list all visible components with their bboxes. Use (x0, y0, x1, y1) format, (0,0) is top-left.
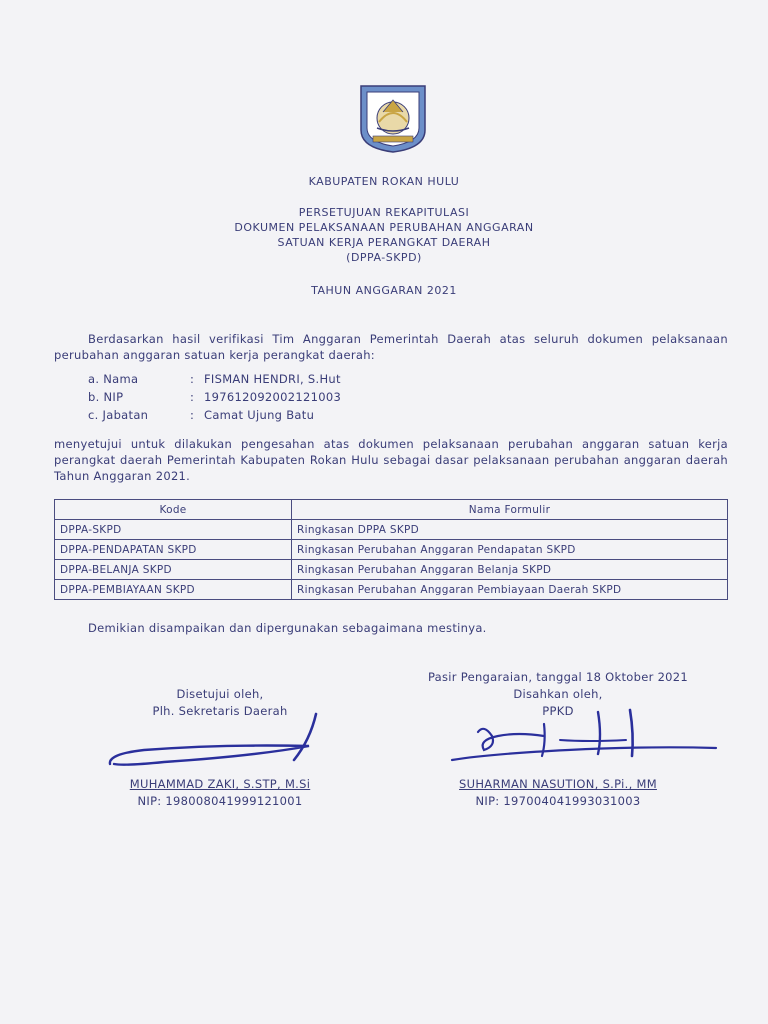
closing-paragraph: Demikian disampaikan dan dipergunakan sebagaimana mestinya. (88, 621, 487, 635)
table-cell-kode: DPPA-SKPD (55, 520, 292, 540)
table-row (55, 580, 728, 600)
info-value: FISMAN HENDRI, S.Hut (204, 372, 341, 386)
info-value: Camat Ujung Batu (204, 408, 315, 422)
table-cell-form-name: Ringkasan Perubahan Anggaran Pendapatan SKPD (292, 540, 728, 560)
info-value: 197612092002121003 (204, 390, 342, 404)
info-label: c. Jabatan (88, 408, 149, 422)
intro-paragraph: Berdasarkan hasil verifikasi Tim Anggaran Pemerintah Daerah atas seluruh dokumen pelaksanaan perubahan anggaran satuan kerja perangkat daerah: (54, 332, 728, 362)
info-separator: : (190, 408, 195, 422)
table-row (55, 560, 728, 580)
info-separator: : (190, 372, 195, 386)
table-cell-form-name: Ringkasan DPPA SKPD (292, 520, 728, 540)
ratified-by-label: Disahkan oleh, (513, 687, 603, 701)
table-cell-form-name: Ringkasan Perubahan Anggaran Pembiayaan Daerah SKPD (292, 580, 728, 600)
signature-left-image (104, 710, 330, 774)
approval-paragraph: menyetujui untuk dilakukan pengesahan atas dokumen pelaksanaan perubahan anggaran satuan kerja perangkat daerah Pemerintah Kabupaten Rokan Hulu sebagai dasar pelaksanaan perubahan anggaran daerah Tahun Anggaran 2021. (54, 437, 728, 483)
title-line-3: SATUAN KERJA PERANGKAT DAERAH (277, 236, 491, 249)
info-row-position (88, 406, 341, 424)
table-cell-kode: DPPA-BELANJA SKPD (55, 560, 292, 580)
signer-title-right: PPKD (542, 704, 574, 718)
document-title (0, 205, 768, 265)
info-label: a. Nama (88, 372, 139, 386)
table-row (55, 540, 728, 560)
signature-right-image (448, 706, 720, 770)
table-cell-kode: DPPA-PENDAPATAN SKPD (55, 540, 292, 560)
table-cell-form-name: Ringkasan Perubahan Anggaran Belanja SKPD (292, 560, 728, 580)
title-line-2: DOKUMEN PELAKSANAAN PERUBAHAN ANGGARAN (234, 221, 534, 234)
info-row-nip (88, 388, 341, 406)
table-cell-kode: DPPA-PEMBIAYAAN SKPD (55, 580, 292, 600)
table-header-row (55, 500, 728, 520)
signer-nip-right: NIP: 197004041993031003 (475, 794, 641, 808)
place-date: Pasir Pengaraian, tanggal 18 Oktober 2021 (427, 670, 689, 684)
regency-name: KABUPATEN ROKAN HULU (308, 175, 460, 188)
signer-nip-left: NIP: 198008041999121001 (137, 794, 303, 808)
title-line-4: (DPPA-SKPD) (346, 251, 422, 264)
regency-crest-icon (357, 82, 429, 154)
info-row-name (88, 370, 341, 388)
approved-by-label: Disetujui oleh, (176, 687, 264, 701)
official-info (88, 370, 341, 424)
table-row (55, 520, 728, 540)
signer-name-left: MUHAMMAD ZAKI, S.STP, M.Si (129, 777, 311, 791)
info-label: b. NIP (88, 390, 124, 404)
info-separator: : (190, 390, 195, 404)
title-line-1: PERSETUJUAN REKAPITULASI (298, 206, 470, 219)
signer-name-right: SUHARMAN NASUTION, S.Pi., MM (459, 777, 657, 791)
signer-title-left: Plh. Sekretaris Daerah (152, 704, 288, 718)
fiscal-year: TAHUN ANGGARAN 2021 (311, 284, 457, 297)
forms-table (54, 499, 728, 600)
table-header-form-name: Nama Formulir (292, 500, 728, 520)
table-header-kode: Kode (55, 500, 292, 520)
